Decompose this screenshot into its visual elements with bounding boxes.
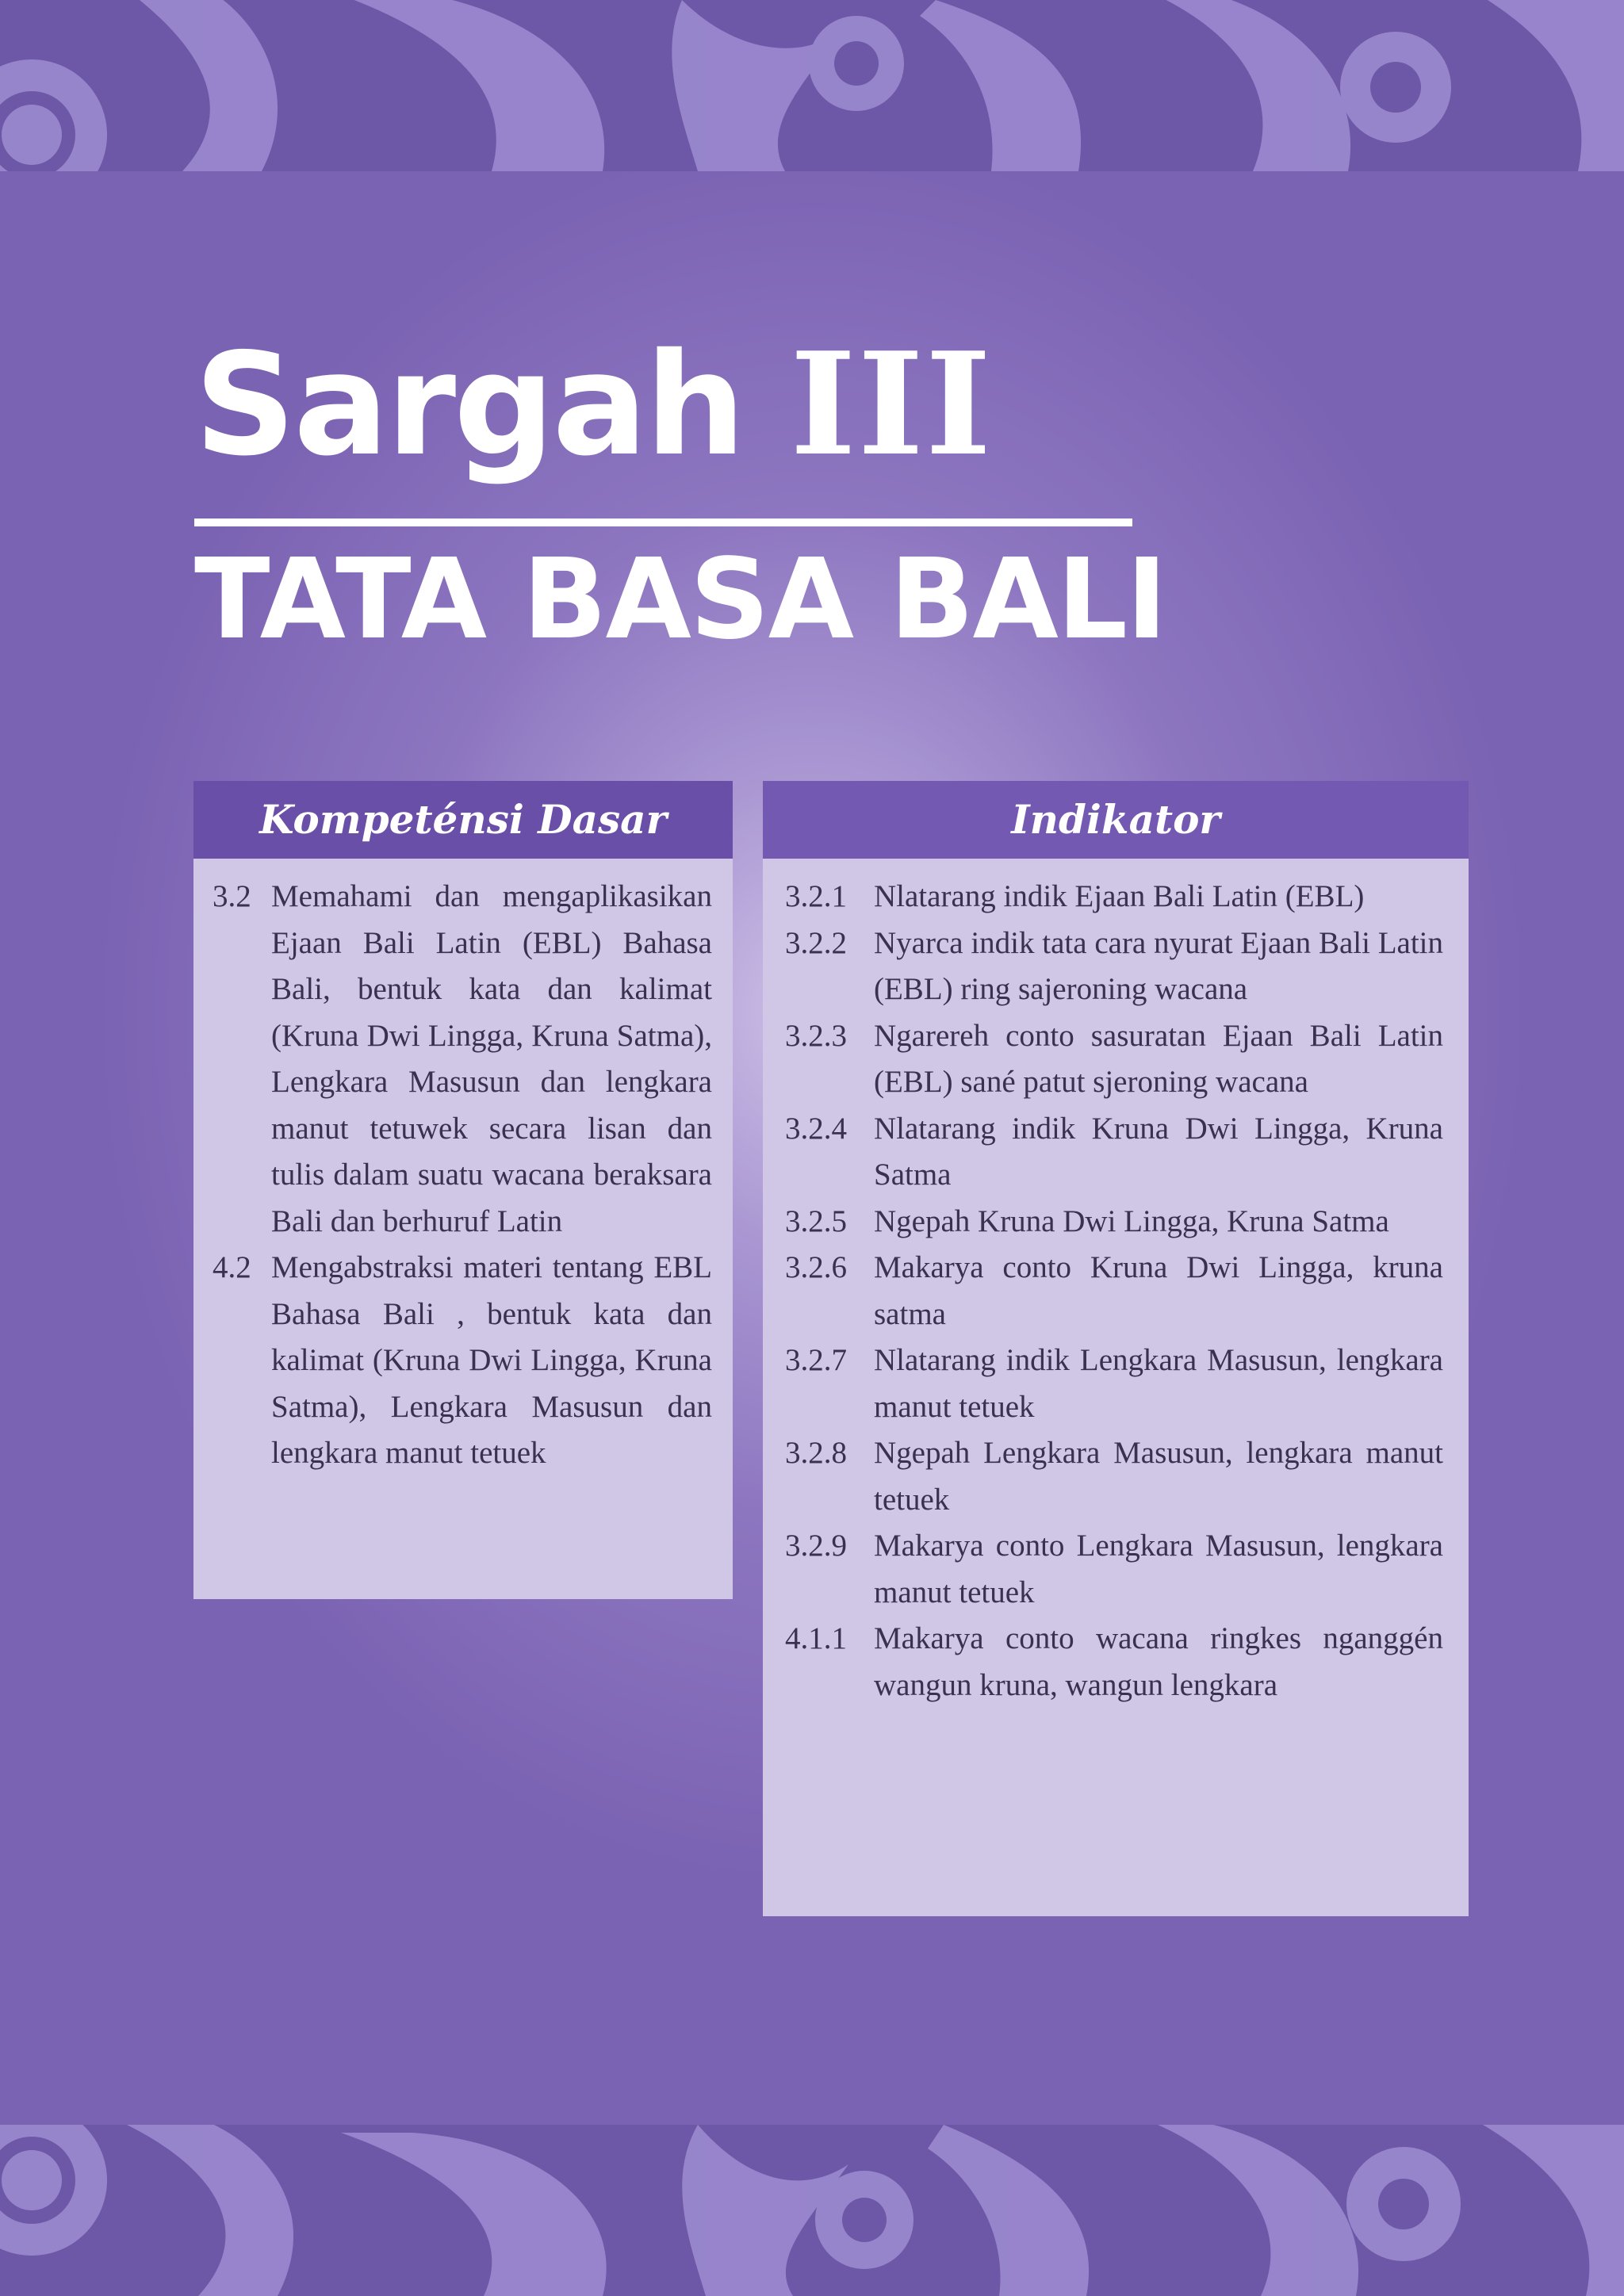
list-item: [785, 1430, 1443, 1523]
indikator-panel: [763, 781, 1469, 1916]
indikator-heading: Indikator: [763, 781, 1469, 859]
item-number: 3.2.1: [785, 879, 847, 913]
chapter-title-word: Sargah: [194, 323, 744, 487]
list-item: [785, 1616, 1443, 1709]
item-number: 3.2.9: [785, 1529, 847, 1563]
list-item: [785, 1199, 1443, 1246]
item-number: 3.2.3: [785, 1018, 847, 1053]
list-item: [213, 1245, 712, 1477]
list-item: [785, 1245, 1443, 1337]
item-number: 4.1.1: [785, 1621, 847, 1655]
item-text: Makarya conto Lengkara Masusun, lengkara manut tetuek: [874, 1529, 1443, 1609]
item-text: Nyarca indik tata cara nyurat Ejaan Bali Latin (EBL) ring sajeroning wacana: [874, 925, 1443, 1006]
list-item: [785, 874, 1443, 920]
title-divider: [194, 519, 1132, 526]
chapter-subtitle: TATA BASA BALI: [194, 535, 1166, 664]
bottom-ornament-band: [0, 2125, 1624, 2296]
list-item: [785, 1523, 1443, 1616]
item-text: Nlatarang indik Ejaan Bali Latin (EBL): [874, 879, 1365, 913]
item-text: Ngepah Lengkara Masusun, lengkara manut tetuek: [874, 1436, 1443, 1517]
item-text: Makarya conto Kruna Dwi Lingga, kruna satma: [874, 1250, 1443, 1331]
kompetensi-dasar-panel: [193, 781, 733, 1599]
kompetensi-list: [213, 874, 712, 1477]
list-item: [785, 920, 1443, 1013]
item-number: 3.2.5: [785, 1203, 847, 1238]
item-number: 3.2.2: [785, 925, 847, 960]
list-item: [213, 874, 712, 1245]
item-number: 3.2.4: [785, 1111, 847, 1146]
top-ornament-band: [0, 0, 1624, 171]
chapter-title: [194, 321, 994, 487]
item-number: 3.2.8: [785, 1436, 847, 1470]
item-text: Mengabstraksi materi tentang EBL Bahasa Bali , bentuk kata dan kalimat (Kruna Dwi Lingga, Kruna Satma), Lengkara Masusun dan lengkara manut tetuek: [271, 1250, 712, 1470]
list-item: [785, 1106, 1443, 1199]
item-text: Memahami dan mengaplikasikan Ejaan Bali Latin (EBL) Bahasa Bali, bentuk kata dan kalimat (Kruna Dwi Lingga, Kruna Satma), Lengkara Masusun dan lengkara manut tetuwek secara lisan dan tulis dalam suatu wacana beraksara Bali dan berhuruf Latin: [271, 879, 712, 1238]
item-number: 3.2: [213, 879, 251, 913]
floral-ornament: [0, 2125, 1624, 2296]
kompetensi-dasar-heading: Kompeténsi Dasar: [193, 781, 733, 859]
item-text: Nlatarang indik Lengkara Masusun, lengkara manut tetuek: [874, 1343, 1443, 1424]
item-text: Makarya conto wacana ringkes nganggén wangun kruna, wangun lengkara: [874, 1621, 1443, 1702]
list-item: [785, 1013, 1443, 1106]
item-text: Ngarereh conto sasuratan Ejaan Bali Latin (EBL) sané patut sjeroning wacana: [874, 1018, 1443, 1099]
item-text: Ngepah Kruna Dwi Lingga, Kruna Satma: [874, 1203, 1389, 1238]
item-number: 3.2.6: [785, 1250, 847, 1284]
item-text: Nlatarang indik Kruna Dwi Lingga, Kruna Satma: [874, 1111, 1443, 1192]
item-number: 4.2: [213, 1250, 251, 1284]
indikator-list: [785, 874, 1443, 1709]
floral-ornament: [0, 0, 1624, 171]
list-item: [785, 1337, 1443, 1430]
chapter-numeral: III: [790, 321, 994, 487]
item-number: 3.2.7: [785, 1343, 847, 1377]
